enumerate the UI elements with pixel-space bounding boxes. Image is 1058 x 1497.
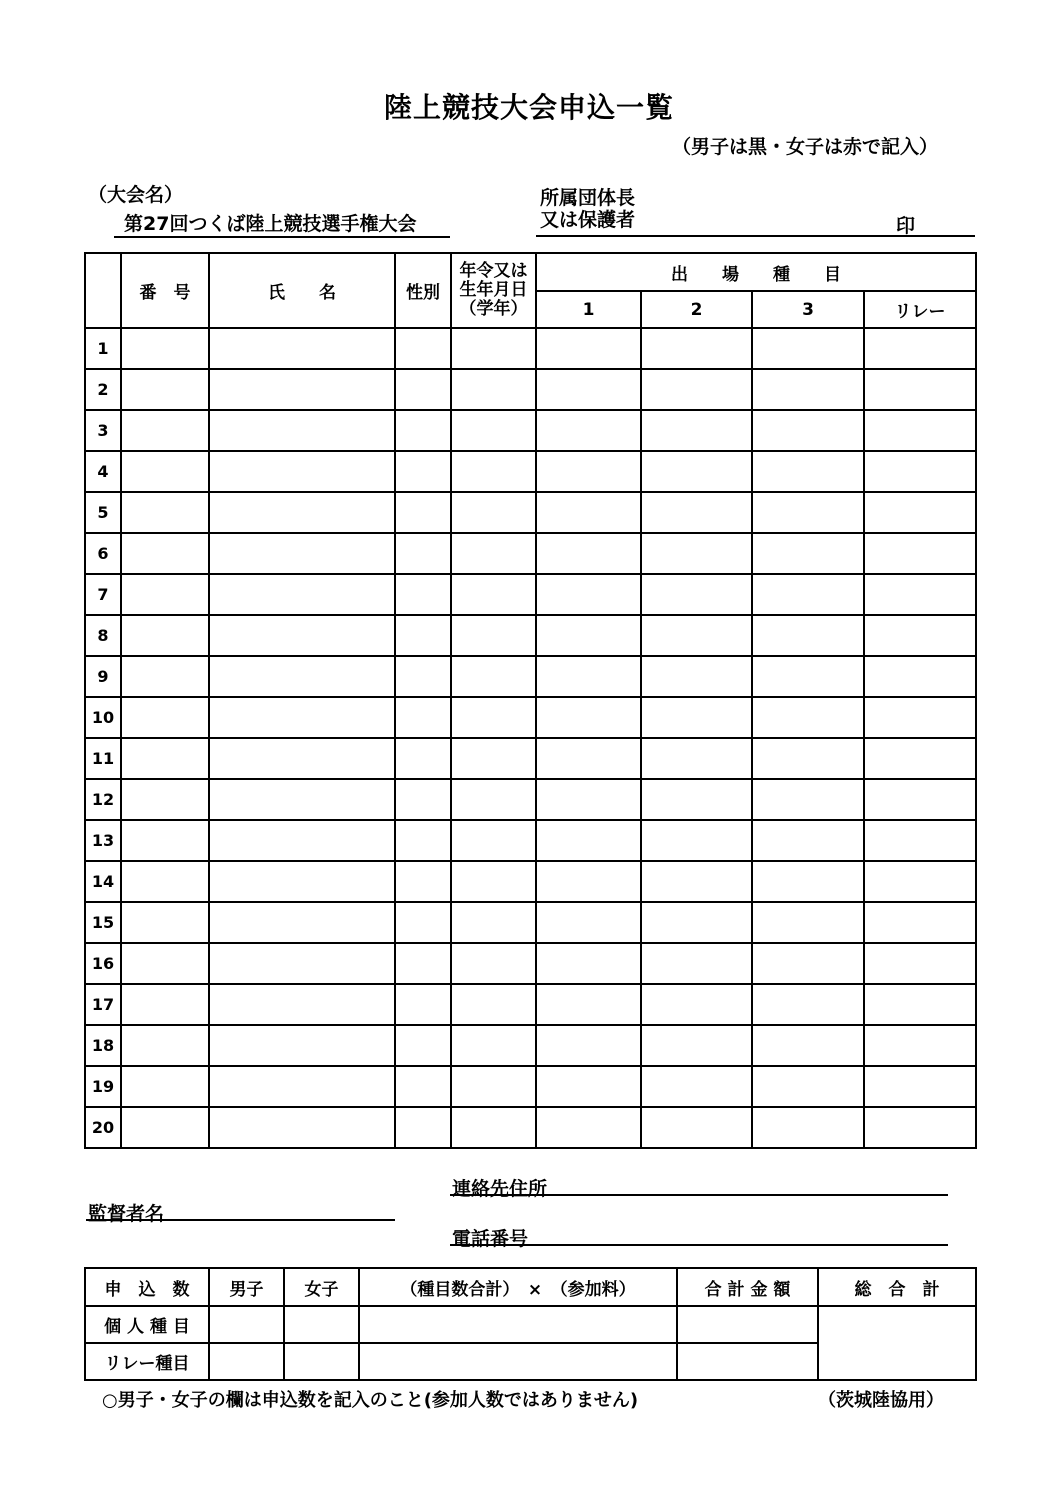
row-number: 11: [85, 738, 121, 779]
header-age-line1: 年令又は: [459, 261, 528, 281]
summary-header-entries: 申 込 数: [85, 1268, 209, 1306]
number-cell[interactable]: [121, 369, 209, 410]
name-cell[interactable]: [209, 1107, 395, 1148]
event1-cell[interactable]: [536, 984, 641, 1025]
age-cell[interactable]: [451, 328, 536, 369]
page-subtitle: （男子は黒・女子は赤で記入）: [672, 136, 939, 158]
meet-name: 第27回つくば陸上競技選手権大会: [124, 213, 417, 235]
row-number: 5: [85, 492, 121, 533]
relay-cell[interactable]: [864, 410, 976, 451]
row-number: 6: [85, 533, 121, 574]
sex-cell[interactable]: [395, 328, 451, 369]
sex-cell[interactable]: [395, 656, 451, 697]
row-number: 14: [85, 861, 121, 902]
row-number: 3: [85, 410, 121, 451]
row-number: 12: [85, 779, 121, 820]
event3-cell[interactable]: [752, 1107, 864, 1148]
entry-rows: [85, 328, 976, 1148]
event1-cell[interactable]: [536, 697, 641, 738]
age-cell[interactable]: [451, 779, 536, 820]
name-cell[interactable]: [209, 902, 395, 943]
individual-boys-cell[interactable]: [209, 1306, 284, 1343]
table-row: [85, 984, 976, 1025]
sex-cell[interactable]: [395, 902, 451, 943]
header-age-line2: 生年月日: [459, 280, 528, 300]
event1-cell[interactable]: [536, 369, 641, 410]
address-label: 連絡先住所: [452, 1178, 548, 1200]
row-number: 17: [85, 984, 121, 1025]
age-cell[interactable]: [451, 1025, 536, 1066]
page-title: 陸上競技大会申込一覧: [383, 91, 674, 124]
age-cell[interactable]: [451, 615, 536, 656]
name-cell[interactable]: [209, 697, 395, 738]
event3-cell[interactable]: [752, 902, 864, 943]
sex-cell[interactable]: [395, 697, 451, 738]
age-cell[interactable]: [451, 369, 536, 410]
event1-cell[interactable]: [536, 1025, 641, 1066]
table-row: [85, 656, 976, 697]
name-cell[interactable]: [209, 820, 395, 861]
row-number: 15: [85, 902, 121, 943]
number-cell[interactable]: [121, 1025, 209, 1066]
number-cell[interactable]: [121, 861, 209, 902]
event1-cell[interactable]: [536, 738, 641, 779]
event1-cell[interactable]: [536, 451, 641, 492]
table-row: [85, 574, 976, 615]
table-row: [85, 1025, 976, 1066]
number-cell[interactable]: [121, 410, 209, 451]
table-row: [85, 410, 976, 451]
event2-cell[interactable]: [641, 820, 752, 861]
header-age: [451, 253, 536, 328]
event2-cell[interactable]: [641, 533, 752, 574]
event2-cell[interactable]: [641, 451, 752, 492]
event1-cell[interactable]: [536, 492, 641, 533]
table-row: [85, 861, 976, 902]
footnote: ○男子・女子の欄は申込数を記入のこと(参加人数ではありません): [102, 1390, 639, 1411]
phone-underline: [450, 1244, 948, 1246]
table-row: [85, 492, 976, 533]
name-cell[interactable]: [209, 615, 395, 656]
age-cell[interactable]: [451, 656, 536, 697]
sex-cell[interactable]: [395, 410, 451, 451]
summary-row-individual: 個 人 種 目: [85, 1306, 209, 1343]
name-cell[interactable]: [209, 943, 395, 984]
age-cell[interactable]: [451, 943, 536, 984]
sex-cell[interactable]: [395, 779, 451, 820]
number-cell[interactable]: [121, 1107, 209, 1148]
header-sex: 性別: [395, 253, 451, 328]
event2-cell[interactable]: [641, 1107, 752, 1148]
relay-cell[interactable]: [864, 738, 976, 779]
supervisor-label: 監督者名: [88, 1203, 165, 1225]
header-event-1: 1: [536, 291, 641, 328]
table-row: [85, 451, 976, 492]
event3-cell[interactable]: [752, 492, 864, 533]
event3-cell[interactable]: [752, 410, 864, 451]
table-row: [85, 369, 976, 410]
event3-cell[interactable]: [752, 779, 864, 820]
event1-cell[interactable]: [536, 943, 641, 984]
sex-cell[interactable]: [395, 1107, 451, 1148]
name-cell[interactable]: [209, 533, 395, 574]
number-cell[interactable]: [121, 615, 209, 656]
entry-table: [84, 252, 977, 1149]
relay-cell[interactable]: [864, 328, 976, 369]
event2-cell[interactable]: [641, 984, 752, 1025]
event3-cell[interactable]: [752, 328, 864, 369]
event1-cell[interactable]: [536, 1066, 641, 1107]
relay-cell[interactable]: [864, 451, 976, 492]
number-cell[interactable]: [121, 779, 209, 820]
table-row: [85, 615, 976, 656]
sex-cell[interactable]: [395, 984, 451, 1025]
event2-cell[interactable]: [641, 615, 752, 656]
header-name: 氏 名: [209, 253, 395, 328]
name-cell[interactable]: [209, 984, 395, 1025]
name-cell[interactable]: [209, 328, 395, 369]
event1-cell[interactable]: [536, 902, 641, 943]
event2-cell[interactable]: [641, 697, 752, 738]
name-cell[interactable]: [209, 738, 395, 779]
summary-header-boys: 男子: [209, 1268, 284, 1306]
number-cell[interactable]: [121, 1066, 209, 1107]
sex-cell[interactable]: [395, 1025, 451, 1066]
row-number: 19: [85, 1066, 121, 1107]
event1-cell[interactable]: [536, 328, 641, 369]
header-event-2: 2: [641, 291, 752, 328]
sex-cell[interactable]: [395, 1066, 451, 1107]
relay-cell[interactable]: [864, 861, 976, 902]
row-index-header: [85, 253, 121, 328]
event2-cell[interactable]: [641, 656, 752, 697]
age-cell[interactable]: [451, 574, 536, 615]
footnote-association: （茨城陸協用）: [818, 1390, 944, 1411]
age-cell[interactable]: [451, 902, 536, 943]
relay-cell[interactable]: [864, 943, 976, 984]
row-number: 2: [85, 369, 121, 410]
number-cell[interactable]: [121, 902, 209, 943]
event3-cell[interactable]: [752, 943, 864, 984]
sex-cell[interactable]: [395, 943, 451, 984]
table-row: [85, 779, 976, 820]
meet-underline: [114, 236, 450, 238]
event3-cell[interactable]: [752, 451, 864, 492]
header-event-relay: リレー: [864, 291, 976, 328]
address-underline: [450, 1194, 948, 1196]
sex-cell[interactable]: [395, 533, 451, 574]
age-cell[interactable]: [451, 1066, 536, 1107]
event1-cell[interactable]: [536, 820, 641, 861]
age-cell[interactable]: [451, 984, 536, 1025]
event3-cell[interactable]: [752, 1066, 864, 1107]
seal-mark: 印: [896, 215, 916, 237]
relay-cell[interactable]: [864, 820, 976, 861]
event1-cell[interactable]: [536, 861, 641, 902]
sex-cell[interactable]: [395, 492, 451, 533]
summary-table: [84, 1267, 977, 1381]
event1-cell[interactable]: [536, 574, 641, 615]
relay-cell[interactable]: [864, 574, 976, 615]
row-number: 20: [85, 1107, 121, 1148]
relay-cell[interactable]: [864, 533, 976, 574]
name-cell[interactable]: [209, 779, 395, 820]
relay-formula-cell[interactable]: [359, 1343, 677, 1380]
relay-amount-cell[interactable]: [677, 1343, 818, 1380]
meet-label: （大会名）: [88, 184, 184, 206]
row-number: 1: [85, 328, 121, 369]
age-cell[interactable]: [451, 820, 536, 861]
age-cell[interactable]: [451, 738, 536, 779]
individual-amount-cell[interactable]: [677, 1306, 818, 1343]
affiliation-label-1: 所属団体長: [540, 187, 636, 209]
event2-cell[interactable]: [641, 369, 752, 410]
event2-cell[interactable]: [641, 738, 752, 779]
number-cell[interactable]: [121, 984, 209, 1025]
event1-cell[interactable]: [536, 779, 641, 820]
event2-cell[interactable]: [641, 779, 752, 820]
event2-cell[interactable]: [641, 574, 752, 615]
row-number: 8: [85, 615, 121, 656]
table-row: [85, 1066, 976, 1107]
age-cell[interactable]: [451, 861, 536, 902]
event3-cell[interactable]: [752, 820, 864, 861]
relay-cell[interactable]: [864, 1107, 976, 1148]
row-number: 18: [85, 1025, 121, 1066]
sex-cell[interactable]: [395, 574, 451, 615]
summary-header-formula: （種目数合計） × （参加料）: [359, 1268, 677, 1306]
relay-cell[interactable]: [864, 656, 976, 697]
event3-cell[interactable]: [752, 533, 864, 574]
number-cell[interactable]: [121, 492, 209, 533]
event2-cell[interactable]: [641, 410, 752, 451]
age-cell[interactable]: [451, 697, 536, 738]
number-cell[interactable]: [121, 656, 209, 697]
event2-cell[interactable]: [641, 1066, 752, 1107]
row-number: 7: [85, 574, 121, 615]
age-cell[interactable]: [451, 492, 536, 533]
supervisor-underline: [86, 1219, 395, 1221]
header-events: 出 場 種 目: [536, 253, 976, 291]
name-cell[interactable]: [209, 861, 395, 902]
relay-girls-cell[interactable]: [284, 1343, 359, 1380]
sex-cell[interactable]: [395, 738, 451, 779]
name-cell[interactable]: [209, 656, 395, 697]
affiliation-underline: [536, 235, 975, 237]
age-cell[interactable]: [451, 1107, 536, 1148]
individual-formula-cell[interactable]: [359, 1306, 677, 1343]
event3-cell[interactable]: [752, 574, 864, 615]
event3-cell[interactable]: [752, 656, 864, 697]
row-number: 13: [85, 820, 121, 861]
summary-header-amount: 合 計 金 額: [677, 1268, 818, 1306]
row-number: 10: [85, 697, 121, 738]
header-event-3: 3: [752, 291, 864, 328]
individual-girls-cell[interactable]: [284, 1306, 359, 1343]
relay-cell[interactable]: [864, 902, 976, 943]
number-cell[interactable]: [121, 574, 209, 615]
number-cell[interactable]: [121, 328, 209, 369]
affiliation-label-2: 又は保護者: [540, 209, 636, 231]
sex-cell[interactable]: [395, 820, 451, 861]
event2-cell[interactable]: [641, 902, 752, 943]
summary-header-girls: 女子: [284, 1268, 359, 1306]
event2-cell[interactable]: [641, 1025, 752, 1066]
name-cell[interactable]: [209, 410, 395, 451]
relay-cell[interactable]: [864, 369, 976, 410]
event1-cell[interactable]: [536, 656, 641, 697]
age-cell[interactable]: [451, 451, 536, 492]
relay-cell[interactable]: [864, 697, 976, 738]
relay-cell[interactable]: [864, 1025, 976, 1066]
event3-cell[interactable]: [752, 369, 864, 410]
number-cell[interactable]: [121, 820, 209, 861]
event2-cell[interactable]: [641, 861, 752, 902]
summary-header-total: 総 合 計: [818, 1268, 976, 1306]
table-row: [85, 697, 976, 738]
table-row: [85, 902, 976, 943]
event3-cell[interactable]: [752, 1025, 864, 1066]
sex-cell[interactable]: [395, 369, 451, 410]
table-row: [85, 820, 976, 861]
event1-cell[interactable]: [536, 533, 641, 574]
event3-cell[interactable]: [752, 738, 864, 779]
event3-cell[interactable]: [752, 861, 864, 902]
event1-cell[interactable]: [536, 410, 641, 451]
age-cell[interactable]: [451, 533, 536, 574]
header-age-line3: （学年）: [459, 299, 528, 319]
table-row: [85, 533, 976, 574]
sex-cell[interactable]: [395, 615, 451, 656]
event1-cell[interactable]: [536, 615, 641, 656]
event3-cell[interactable]: [752, 984, 864, 1025]
age-cell[interactable]: [451, 410, 536, 451]
event2-cell[interactable]: [641, 943, 752, 984]
number-cell[interactable]: [121, 451, 209, 492]
row-number: 16: [85, 943, 121, 984]
number-cell[interactable]: [121, 697, 209, 738]
sex-cell[interactable]: [395, 861, 451, 902]
number-cell[interactable]: [121, 943, 209, 984]
table-row: [85, 328, 976, 369]
summary-row-relay: リレー種目: [85, 1343, 209, 1380]
relay-cell[interactable]: [864, 779, 976, 820]
relay-boys-cell[interactable]: [209, 1343, 284, 1380]
phone-label: 電話番号: [452, 1228, 529, 1250]
relay-cell[interactable]: [864, 492, 976, 533]
table-row: [85, 1107, 976, 1148]
row-number: 9: [85, 656, 121, 697]
event2-cell[interactable]: [641, 492, 752, 533]
name-cell[interactable]: [209, 451, 395, 492]
event3-cell[interactable]: [752, 697, 864, 738]
name-cell[interactable]: [209, 369, 395, 410]
name-cell[interactable]: [209, 1025, 395, 1066]
name-cell[interactable]: [209, 574, 395, 615]
table-row: [85, 738, 976, 779]
row-number: 4: [85, 451, 121, 492]
number-cell[interactable]: [121, 533, 209, 574]
header-number: 番 号: [121, 253, 209, 328]
relay-cell[interactable]: [864, 1066, 976, 1107]
event1-cell[interactable]: [536, 1107, 641, 1148]
event3-cell[interactable]: [752, 615, 864, 656]
table-row: [85, 943, 976, 984]
relay-cell[interactable]: [864, 615, 976, 656]
name-cell[interactable]: [209, 1066, 395, 1107]
number-cell[interactable]: [121, 738, 209, 779]
grand-total-cell[interactable]: [818, 1306, 976, 1380]
sex-cell[interactable]: [395, 451, 451, 492]
name-cell[interactable]: [209, 492, 395, 533]
event2-cell[interactable]: [641, 328, 752, 369]
relay-cell[interactable]: [864, 984, 976, 1025]
